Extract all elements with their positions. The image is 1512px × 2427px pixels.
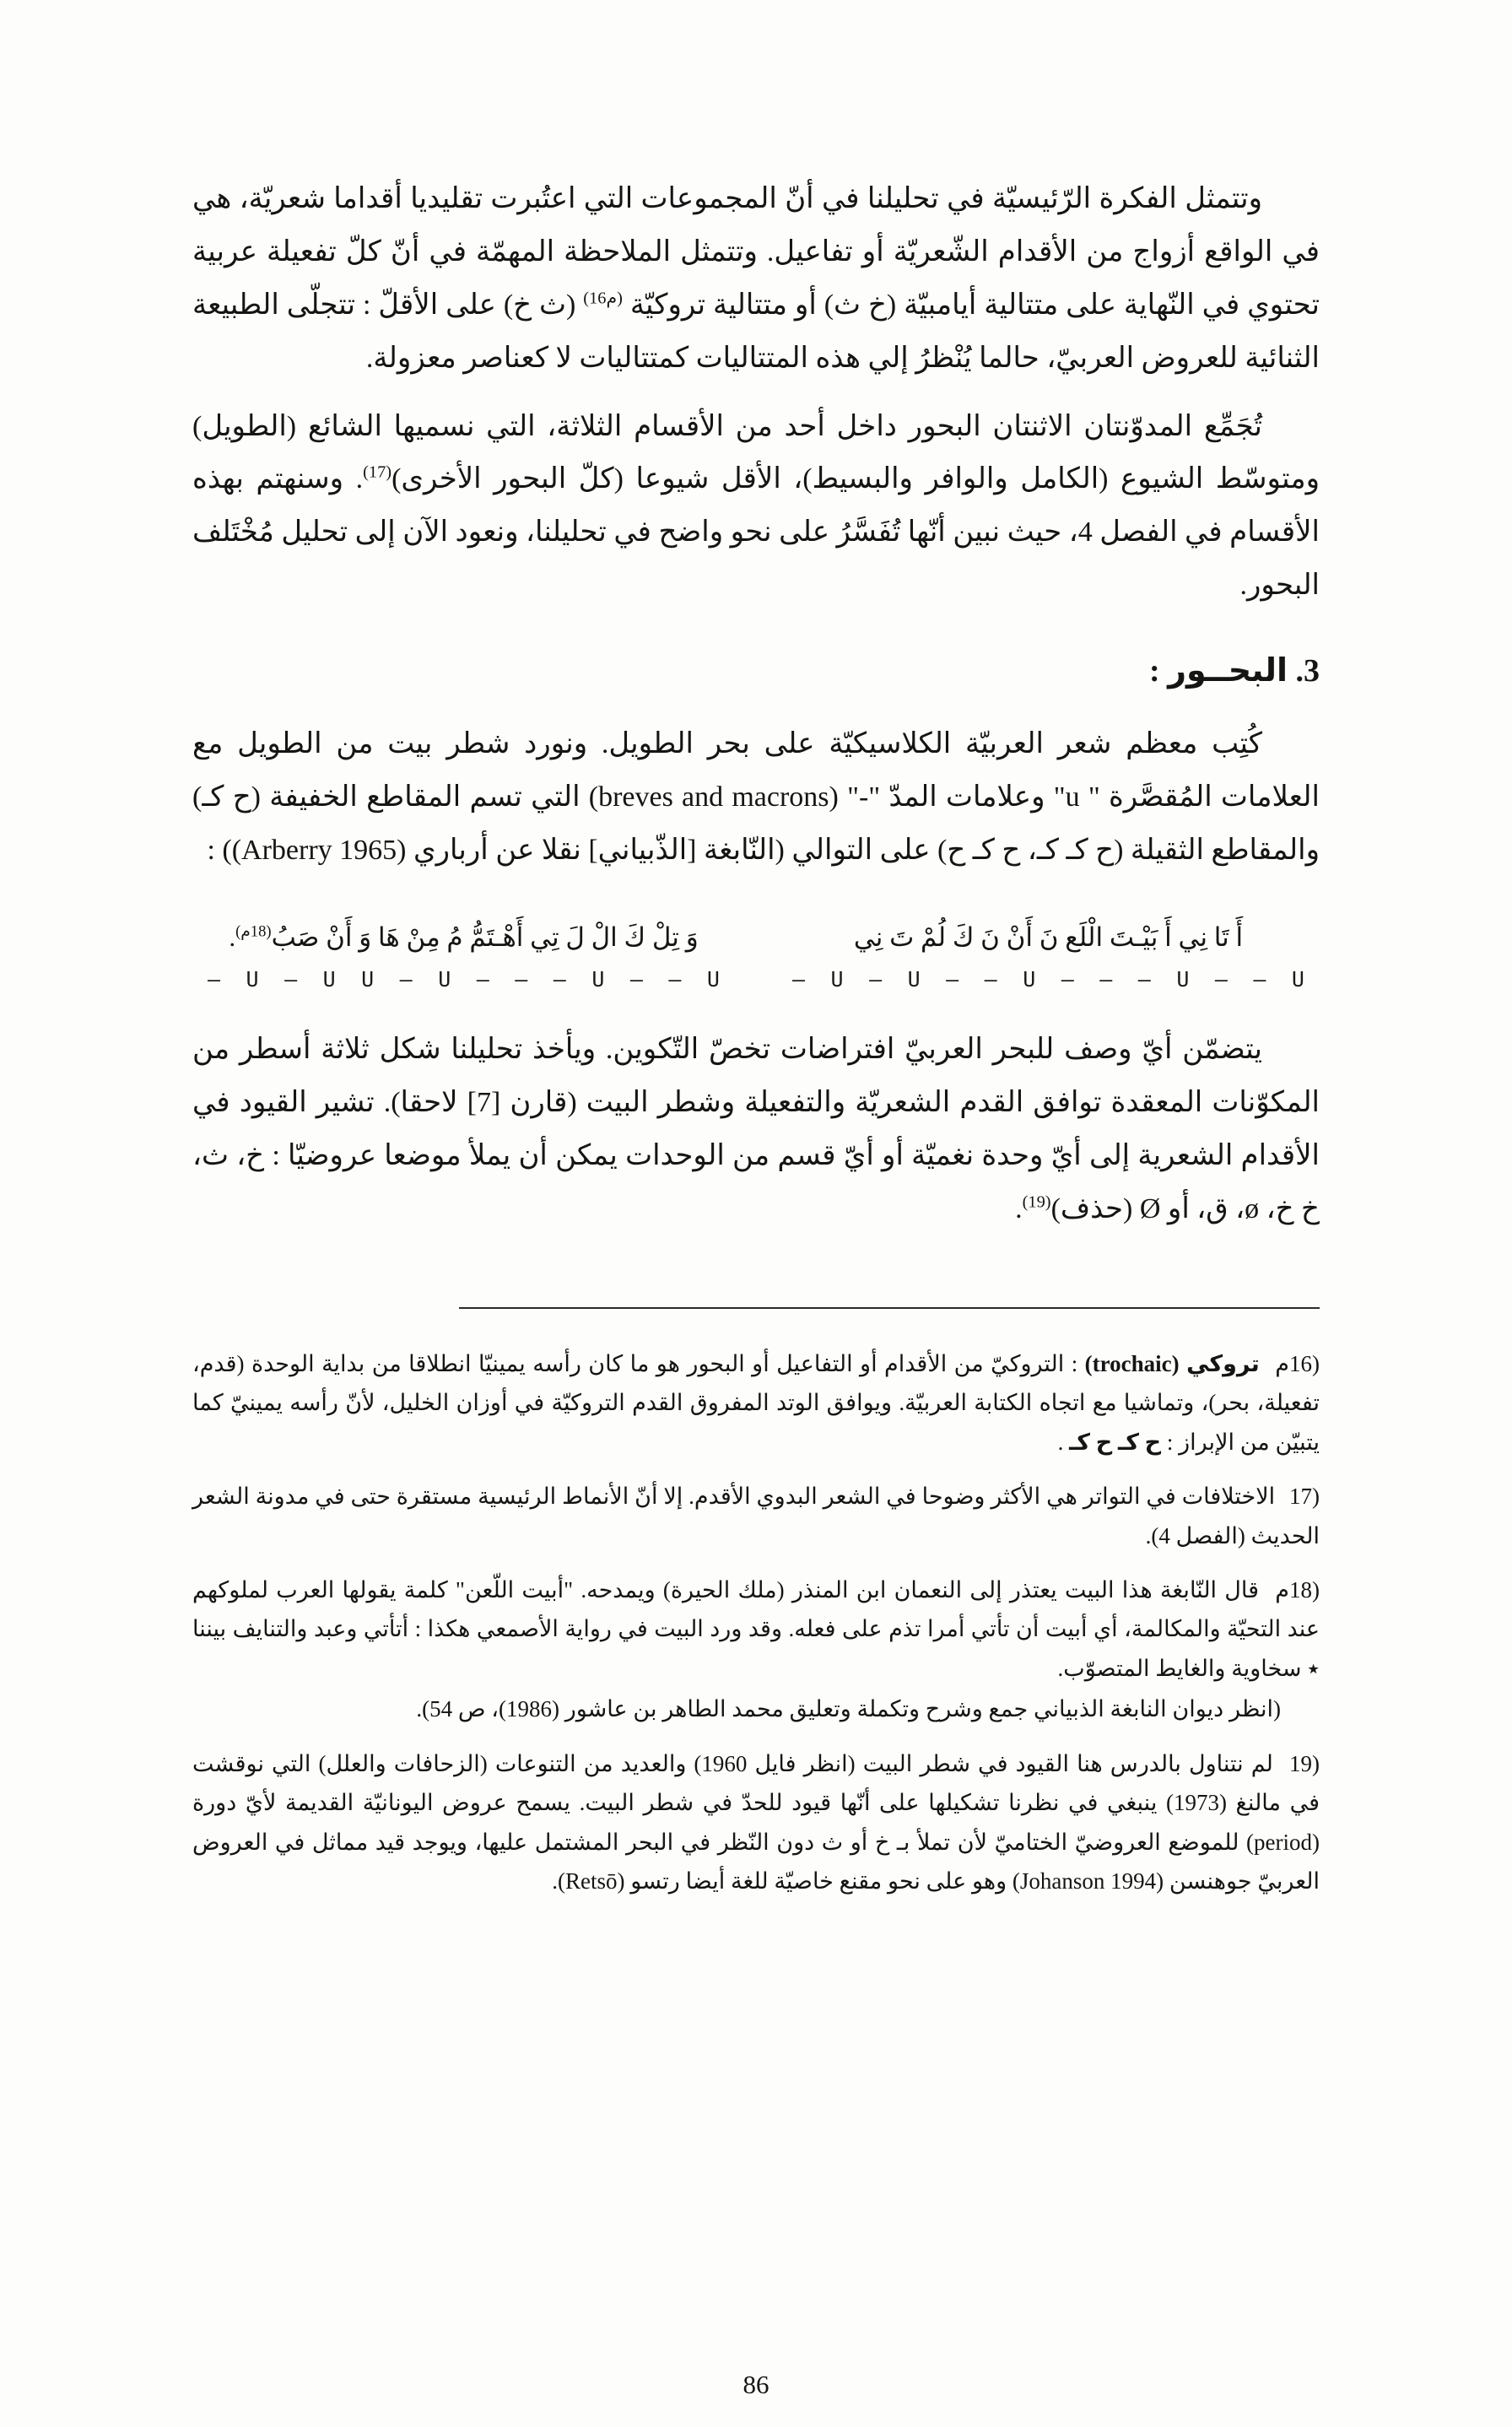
footnote	[192, 1477, 1320, 1555]
scansion-symbol: –	[984, 967, 997, 992]
footnote-line: م‎16) تروكي (trochaic) : التروكيّ من الأقدام أو التفاعيل أو البحور هو ما كان رأسه يمينيّا انطلاقا من بداية الوحدة (قدم، تفعيلة، بحر)، وتماشيا مع اتجاه الكتابة العربيّة. ويوافق الوتد المفروق القدم التروكيّة في أوزان الخليل، لأنّ رأسه يمينيّ كما يتبيّن من الإبراز : ح كـ ح كـ .	[192, 1344, 1320, 1462]
scansion-symbol: –	[946, 967, 959, 992]
section-heading-meters: 3. البحــور :	[1148, 653, 1320, 689]
paragraph-main-idea: وتتمثل الفكرة الرّئيسيّة في تحليلنا في أنّ المجموعات التي اعتُبرت تقليديا أقداما شعريّة، هي في الواقع أزواج من الأقدام الشّعريّة أو تفاعيل. وتتمثل الملاحظة المهمّة في أنّ كلّ تفعيلة عربية تحتوي في النّهاية على متتالية أيامبيّة (خ ث) أو متتالية تروكيّة $^{(16‎م)}$ (ث خ) على الأقلّ : تتجلّى الطبيعة الثنائية للعروض العربيّ، حالما يُنْظرُ إلي هذه المتتاليات كمتتاليات لا كعناصر معزولة.	[192, 183, 1320, 374]
footnote-line: 17) الاختلافات في التواتر هي الأكثر وضوحا في الشعر البدوي الأقدم. إلا أنّ الأنماط الرئيسية مستقرة حتى في مدونة الشعر الحديث (الفصل 4).	[192, 1477, 1320, 1555]
hemistich-second	[199, 918, 728, 992]
scansion-symbol: –	[1253, 967, 1266, 992]
scansion-symbol: –	[1214, 967, 1228, 992]
scansion-symbol: U	[361, 967, 375, 992]
scansion-symbol: U	[706, 967, 720, 992]
scansion-symbol: –	[1137, 967, 1151, 992]
paragraph-corpora-classes: تُجَمِّع المدوّنتان الاثنتان البحور داخل أحد من الأقسام الثلاثة، التي نسميها الشائع (الطويل) ومتوسّط الشيوع (الكامل والوافر والبسيط)، الأقل شيوعا (كلّ البحور الأخرى)$^{(17)}$. وسنهتم بهذه الأقسام في الفصل 4، حيث نبين أنّها تُفَسَّرُ على نحو واضح في تحليلنا، ونعود الآن إلى تحليل مُخْتَلف البحور.	[192, 410, 1320, 602]
scansion-second	[199, 967, 728, 992]
scansion-symbol: –	[1099, 967, 1113, 992]
scansion-symbol: –	[869, 967, 883, 992]
footnote-separator	[459, 1307, 1320, 1309]
scansion-symbol: –	[629, 967, 643, 992]
scansion-symbol: –	[399, 967, 413, 992]
scansion-symbol: U	[322, 967, 336, 992]
scansion-symbol: U	[1176, 967, 1190, 992]
footnote-marker: 17)	[1289, 1484, 1320, 1510]
poetry-verse	[199, 918, 1313, 992]
footnote-marker: م‎16)	[1275, 1350, 1320, 1376]
scansion-symbol: U	[1023, 967, 1036, 992]
scansion-symbol: U	[907, 967, 921, 992]
scansion-symbol: –	[553, 967, 566, 992]
footnote	[192, 1570, 1320, 1729]
scansion-symbol: –	[515, 967, 528, 992]
footnote-line: 19) لم نتناول بالدرس هنا القيود في شطر البيت (انظر فايل 1960) والعديد من التنوعات (الزحافات والعلل) التي نوقشت في مالنغ (1973) ينبغي في نظرنا تشكيلها على أنّها قيود للحدّ في شطر البيت. يسمح عروض اليونانيّة القديمة لأيّ دورة (period) للموضع العروضيّ الختاميّ لأن تملأ بـ خ أو ث دون النّظر في البحر المشتمل عليها، ويوجد قيد مماثل في العروض العربيّ جوهنسن (Johanson 1994) وهو على نحو مقنع خاصيّة للغة أيضا رتسو (Retsō).	[192, 1744, 1320, 1901]
paragraph-meter-description: يتضمّن أيّ وصف للبحر العربيّ افتراضات تخصّ التّكوين. ويأخذ تحليلنا شكل ثلاثة أسطر من المكوّنات المعقدة توافق القدم الشعريّة والتفعيلة وشطر البيت (قارن [7] لاحقا). تشير القيود في الأقدام الشعرية إلى أيّ وحدة نغميّة أو أيّ قسم من الوحدات يمكن أن يملأ موضعا عروضيّا : خ، ث، خ خ، ø، ق، أو Ø (حذف)$^{(19)}$.	[192, 1034, 1320, 1224]
scansion-symbol: –	[284, 967, 298, 992]
hemistich-first	[784, 918, 1313, 992]
scansion-symbol: –	[668, 967, 682, 992]
page-number: 86	[742, 2370, 770, 2399]
scansion-symbol: U	[830, 967, 844, 992]
footnote-reference: (م‎18)	[235, 922, 272, 941]
footnote	[192, 1344, 1320, 1462]
scansion-symbol: –	[208, 967, 221, 992]
paragraph-tawil-intro: كُتِب معظم شعر العربيّة الكلاسيكيّة على بحر الطويل. ونورد شطر بيت من الطويل مع العلامات المُقصَّرة " u" وعلامات المدّ "-" (breves and macrons) التي تسم المقاطع الخفيفة (ح كـ) والمقاطع الثقيلة (ح كـ كـ، ح كـ ح) على التوالي (النّابغة [الذّبياني] نقلا عن أرباري (Arberry 1965)) :	[192, 728, 1320, 866]
footnote-line: م‎18) قال النّابغة هذا البيت يعتذر إلى النعمان ابن المنذر (ملك الحيرة) ويمدحه. "أبيت اللّعن" كلمة يقولها العرب لملوكهم عند التحيّة والمكالمة، أي أبيت أن تأتي أمرا تذم على فعله. وقد ورد البيت في رواية الأصمعي هكذا : أتأتي وعبد والتنايف بيننا ٭ سخاوية والغايط المتصوّب.	[192, 1570, 1320, 1688]
footnote-reference: (17)	[363, 463, 392, 483]
footnotes	[192, 1344, 1320, 1901]
scansion-first	[784, 967, 1313, 992]
footnote-reference: (16‎م)	[583, 289, 623, 308]
footnote-marker: م‎18)	[1275, 1577, 1320, 1603]
footnote-marker: 19)	[1288, 1750, 1320, 1776]
footnote	[192, 1744, 1320, 1901]
scansion-symbol: –	[476, 967, 489, 992]
scansion-symbol: –	[792, 967, 806, 992]
hemistich-second-text: وَ تِلْ كَ الْ لَ تِي أَهْـتَمُّ مُ مِنْ هَا وَ أَنْ صَبُ$^{(م‎18)}$.	[229, 922, 699, 952]
hemistich-first-text: أَ تَا نِي أَ بَيْـتَ الْلَع نَ أَنْ نَ كَ لُمْ تَ نِي	[853, 922, 1244, 952]
footnote-reference: (19)	[1022, 1192, 1051, 1212]
scansion-symbol: U	[246, 967, 259, 992]
scansion-symbol: U	[438, 967, 451, 992]
footnote-line: (انظر ديوان النابغة الذبياني جمع وشرح وتكملة وتعليق محمد الطاهر بن عاشور (1986)، ص 54).	[416, 1696, 1281, 1722]
scansion-symbol: U	[1291, 967, 1304, 992]
scansion-symbol: –	[1061, 967, 1074, 992]
scansion-symbol: U	[591, 967, 605, 992]
